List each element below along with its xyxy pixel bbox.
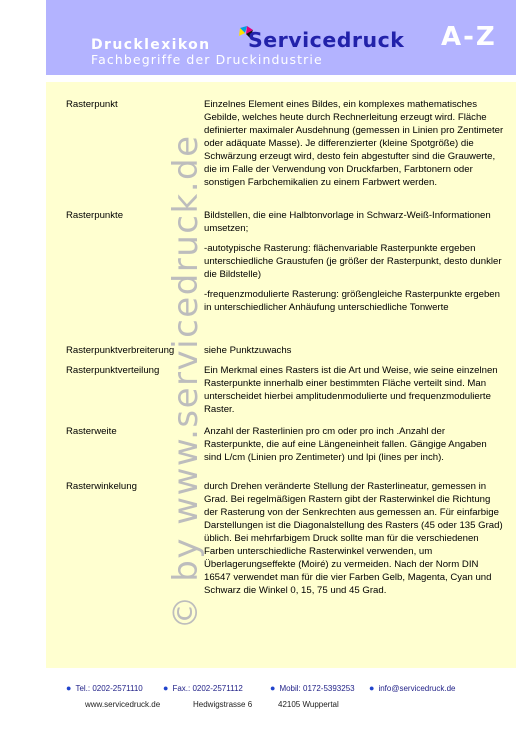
- copyright-watermark: © by www.servicedruck.de: [166, 134, 206, 630]
- entry-definition: [204, 209, 504, 321]
- bullet-icon: ●: [270, 683, 276, 693]
- bullet-icon: ●: [369, 683, 375, 693]
- definition-paragraph: Bildstellen, die eine Halbtonvorlage in Schwarz-Weiß-Informationen umsetzen;: [204, 210, 491, 234]
- entry-term: Rasterpunkt: [66, 99, 118, 110]
- footer-fax-text: Fax.: 0202-2571112: [172, 684, 243, 693]
- definition-paragraph: Anzahl der Rasterlinien pro cm oder pro inch .Anzahl der Rasterpunkte, die auf eine Längeneinheit fallen. Gängige Angaben sind L/cm (Linien pro Zentimeter) und lpi (lines per inch).: [204, 426, 487, 463]
- footer-mobil: [270, 683, 355, 693]
- entry-definition: [204, 480, 504, 604]
- definition-paragraph: Einzelnes Element eines Bildes, ein komplexes mathematisches Gebilde, welches heute durch Rechnerleitung erzeugt wird. Fläche definierter maximaler Ausdehnung (gemessen in Linien pro Zentimeter oder adäquate Masse). Je differenzierter (kleine Spotgröße) die Schwärzung erzeugt wird, desto fein abgestufter sind die Grauwerte, die im Falle der Verwendung von Druckfarben, Farbtonern oder sonstigen Farbchemikalien zu einem Farbwert werden.: [204, 99, 504, 188]
- footer: [0, 683, 527, 723]
- footer-tel-text: Tel.: 0202-2571110: [75, 684, 143, 693]
- definition-paragraph: -frequenzmodulierte Rasterung: größengleiche Rasterpunkte ergeben in unterschiedlicher Anhäufung unterschiedliche Tonwerte: [204, 289, 500, 313]
- entry-term: Rasterpunkte: [66, 210, 124, 221]
- servicedruck-logo[interactable]: [238, 24, 423, 54]
- entry-definition: [204, 364, 504, 423]
- page-subtitle: Fachbegriffe der Druckindustrie: [91, 52, 323, 67]
- glossary-panel: [46, 82, 516, 668]
- footer-city: 42105 Wuppertal: [278, 700, 339, 709]
- entry-term: Rasterpunktverbreiterung: [66, 345, 175, 356]
- bullet-icon: ●: [66, 683, 72, 693]
- footer-website-link[interactable]: www.servicedruck.de: [85, 700, 161, 709]
- page-title: Drucklexikon: [91, 37, 211, 53]
- footer-fax: [163, 683, 243, 693]
- definition-paragraph: siehe Punktzuwachs: [204, 345, 292, 356]
- definition-paragraph: Ein Merkmal eines Rasters ist die Art und Weise, wie seine einzelnen Rasterpunkte innerhalb einer bestimmten Fläche verteilt sind. Man unterscheidet hierbei amplitudenmodulierte und frequenzmodulierte Raster.: [204, 365, 498, 415]
- definition-paragraph: durch Drehen veränderte Stellung der Rasterlineatur, gemessen in Grad. Bei regelmäßigen Rastern gibt der Rasterwinkel die Richtung der Rasterung von der Senkrechten aus gemessen an. Für einfarbige Darstellungen ist die Diagonalstellung des Rasters (45 oder 135 Grad) üblich. Bei mehrfarbigem Druck sollte man für die verschiedenen Farben unterschiedliche Rasterwinkel verwenden, um Überlagerungseffekte (Moiré) zu vermeiden. Nach der Norm DIN 16547 verwendet man für die vier Farben Gelb, Magenta, Cyan und Schwarz die Winkel 0, 15, 75 und 45 Grad.: [204, 481, 503, 596]
- entry-term: Rasterwinkelung: [66, 481, 137, 492]
- entry-definition: [204, 425, 504, 471]
- bullet-icon: ●: [163, 683, 169, 693]
- az-label: A-Z: [441, 22, 497, 52]
- footer-email[interactable]: [369, 683, 455, 693]
- footer-tel: [66, 683, 143, 693]
- entry-term: Rasterweite: [66, 426, 117, 437]
- header-banner: [46, 0, 516, 75]
- entry-term: Rasterpunktverteilung: [66, 365, 160, 376]
- logo-wordmark: Servicedruck: [248, 28, 405, 52]
- entry-definition: [204, 344, 504, 364]
- footer-email-link[interactable]: info@servicedruck.de: [378, 684, 456, 693]
- definition-paragraph: -autotypische Rasterung: flächenvariable Rasterpunkte ergeben unterschiedliche Graustufen (je größer der Rasterpunkt, desto dunkler die Bildstelle): [204, 243, 502, 280]
- entry-definition: [204, 98, 504, 196]
- footer-mobil-text: Mobil: 0172-5393253: [279, 684, 355, 693]
- footer-street: Hedwigstrasse 6: [193, 700, 253, 709]
